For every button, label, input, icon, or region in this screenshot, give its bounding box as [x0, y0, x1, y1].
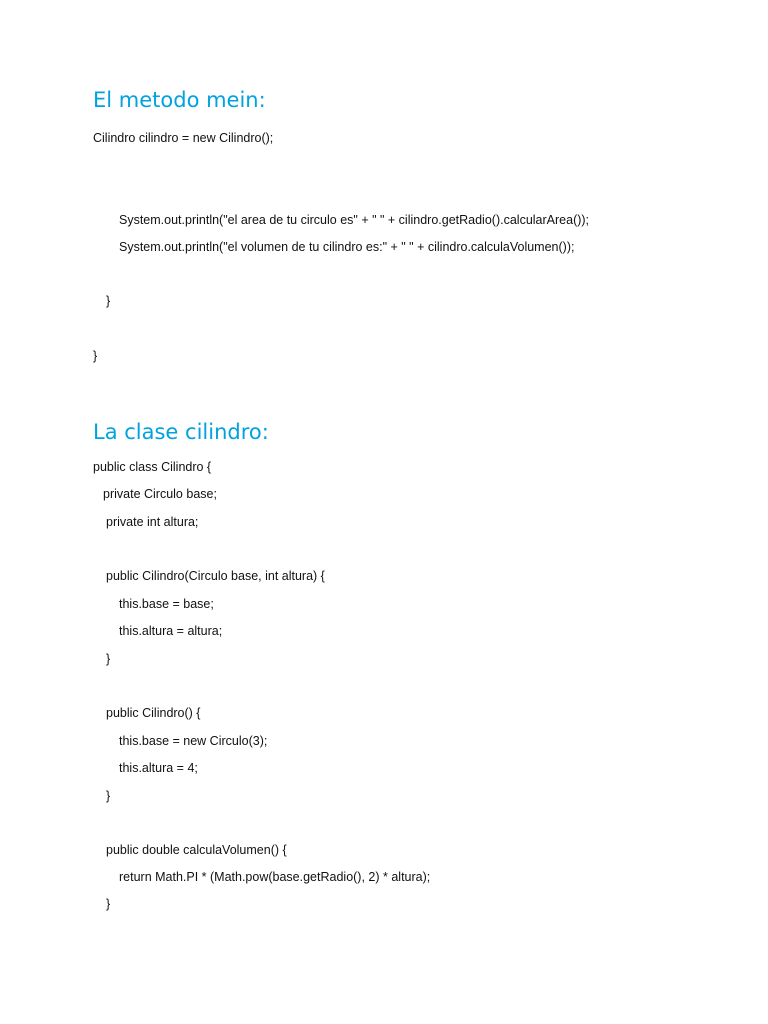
code-line: public double calculaVolumen() { [106, 843, 287, 857]
code-line: Cilindro cilindro = new Cilindro(); [93, 131, 274, 145]
section-heading-class: La clase cilindro: [93, 420, 269, 444]
code-line: return Math.PI * (Math.pow(base.getRadio(), 2) * altura); [119, 870, 431, 884]
code-line: this.base = base; [119, 597, 214, 611]
code-line: } [106, 789, 111, 803]
code-line: } [106, 294, 111, 308]
code-line: System.out.println("el area de tu circulo es" + " " + cilindro.getRadio().calcularArea()); [119, 213, 590, 227]
section-heading-main-method: El metodo mein: [93, 88, 266, 112]
code-line: private Circulo base; [103, 487, 217, 501]
code-line: this.altura = 4; [119, 761, 198, 775]
code-line: public class Cilindro { [93, 460, 212, 474]
code-line: public Cilindro() { [106, 706, 201, 720]
code-line: this.altura = altura; [119, 624, 223, 638]
code-line: } [93, 349, 98, 363]
code-line: this.base = new Circulo(3); [119, 734, 268, 748]
code-line: private int altura; [106, 515, 199, 529]
code-line: } [106, 897, 111, 911]
code-line: System.out.println("el volumen de tu cilindro es:" + " " + cilindro.calculaVolumen()); [119, 240, 575, 254]
code-line: public Cilindro(Circulo base, int altura) { [106, 569, 325, 583]
code-line: } [106, 652, 111, 666]
